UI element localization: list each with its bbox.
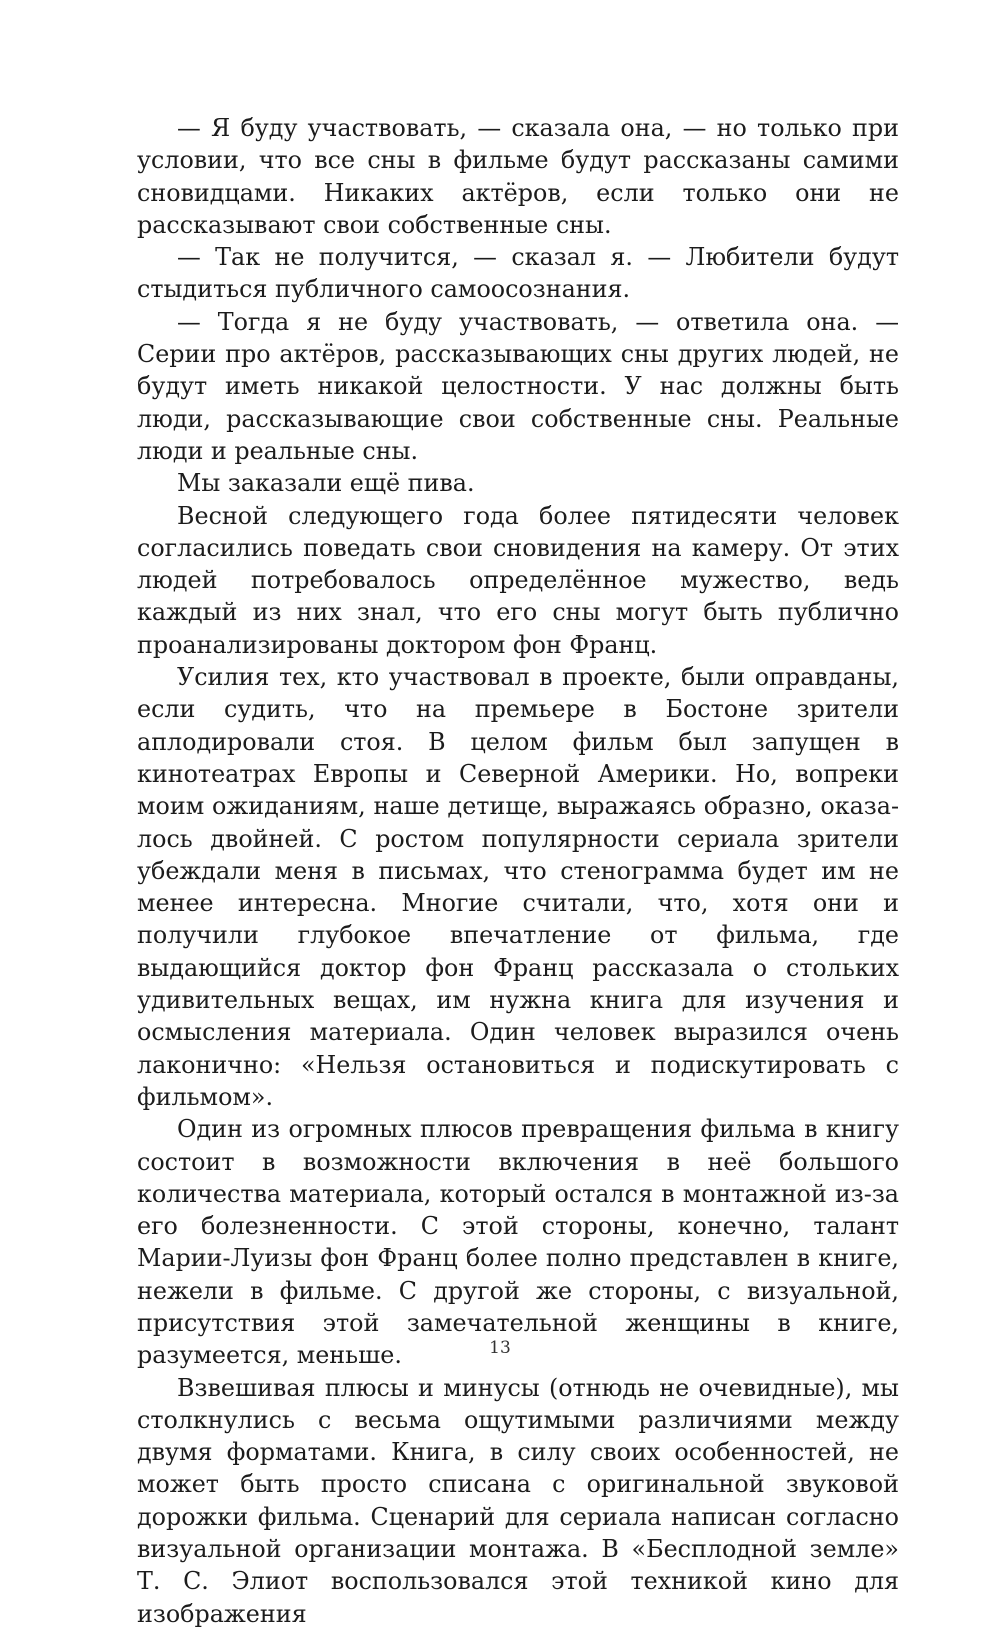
paragraph: Мы заказали ещё пива.	[177, 469, 475, 498]
paragraph: Один из огромных плюсов превращения фильма в книгу состоит в возможности включения в неё большого количества материала, который остался в монтажной из-за его болезненности. С этой стороны, конечно, талант Марии-Луизы фон Франц более полно представлен в книге, нежели в фильме. С другой же стороны, с визуальной, присутствия этой замечательной женщины в книге, разумеется, меньше.	[137, 1115, 899, 1370]
paragraph: — Так не получится, — сказал я. — Любители будут стыдиться публичного самоосознания.	[137, 243, 899, 304]
page-number: 13	[489, 1338, 511, 1358]
paragraph: Взвешивая плюсы и минусы (отнюдь не очевидные), мы столкнулись с весьма ощутимыми различиями между двумя форматами. Книга, в силу своих особенностей, не может быть просто списана с оригинальной звуковой дорожки фильма. Сценарий для сериала написан согласно визуальной организации монтажа. В «Бесплодной земле» Т. С. Элиот воспользовался этой техникой кино для изображения	[137, 1373, 899, 1628]
paragraph: Усилия тех, кто участвовал в проекте, были оправданы, если судить, что на премьере в Бостоне зрители аплодировали стоя. В целом фильм был запущен в кинотеатрах Европы и Северной Америки. Но, вопреки моим ожиданиям, наше детище, выражаясь образно, оказалось двойней. С ростом популярности сериала зрители убеждали меня в письмах, что стенограмма будет им не менее интересна. Многие считали, что, хотя они и получили глубокое впечатление от фильма, где выдающийся доктор фон Франц рассказала о стольких удивительных вещах, им нужна книга для изучения и осмысления материала. Один человек выразился очень лаконично: «Нельзя остановиться и подискутировать с фильмом».	[137, 663, 899, 1111]
paragraph: Весной следующего года более пятидесяти человек согласились поведать свои сновидения на камеру. От этих людей потребовалось определённое мужество, ведь каждый из них знал, что его сны могут быть публично проанализированы доктором фон Франц.	[137, 501, 899, 659]
paragraph: — Я буду участвовать, — сказала она, — но только при условии, что все сны в фильме будут рассказаны самими сновидцами. Никаких актёров, если только они не рассказывают свои собственные сны.	[137, 114, 899, 239]
paragraph: — Тогда я не буду участвовать, — ответила она. — Серии про актёров, рассказывающих сны других людей, не будут иметь никакой целостности. У нас должны быть люди, рассказывающие свои собственные сны. Реальные люди и реальные сны.	[137, 307, 899, 465]
page-body	[137, 112, 899, 1630]
